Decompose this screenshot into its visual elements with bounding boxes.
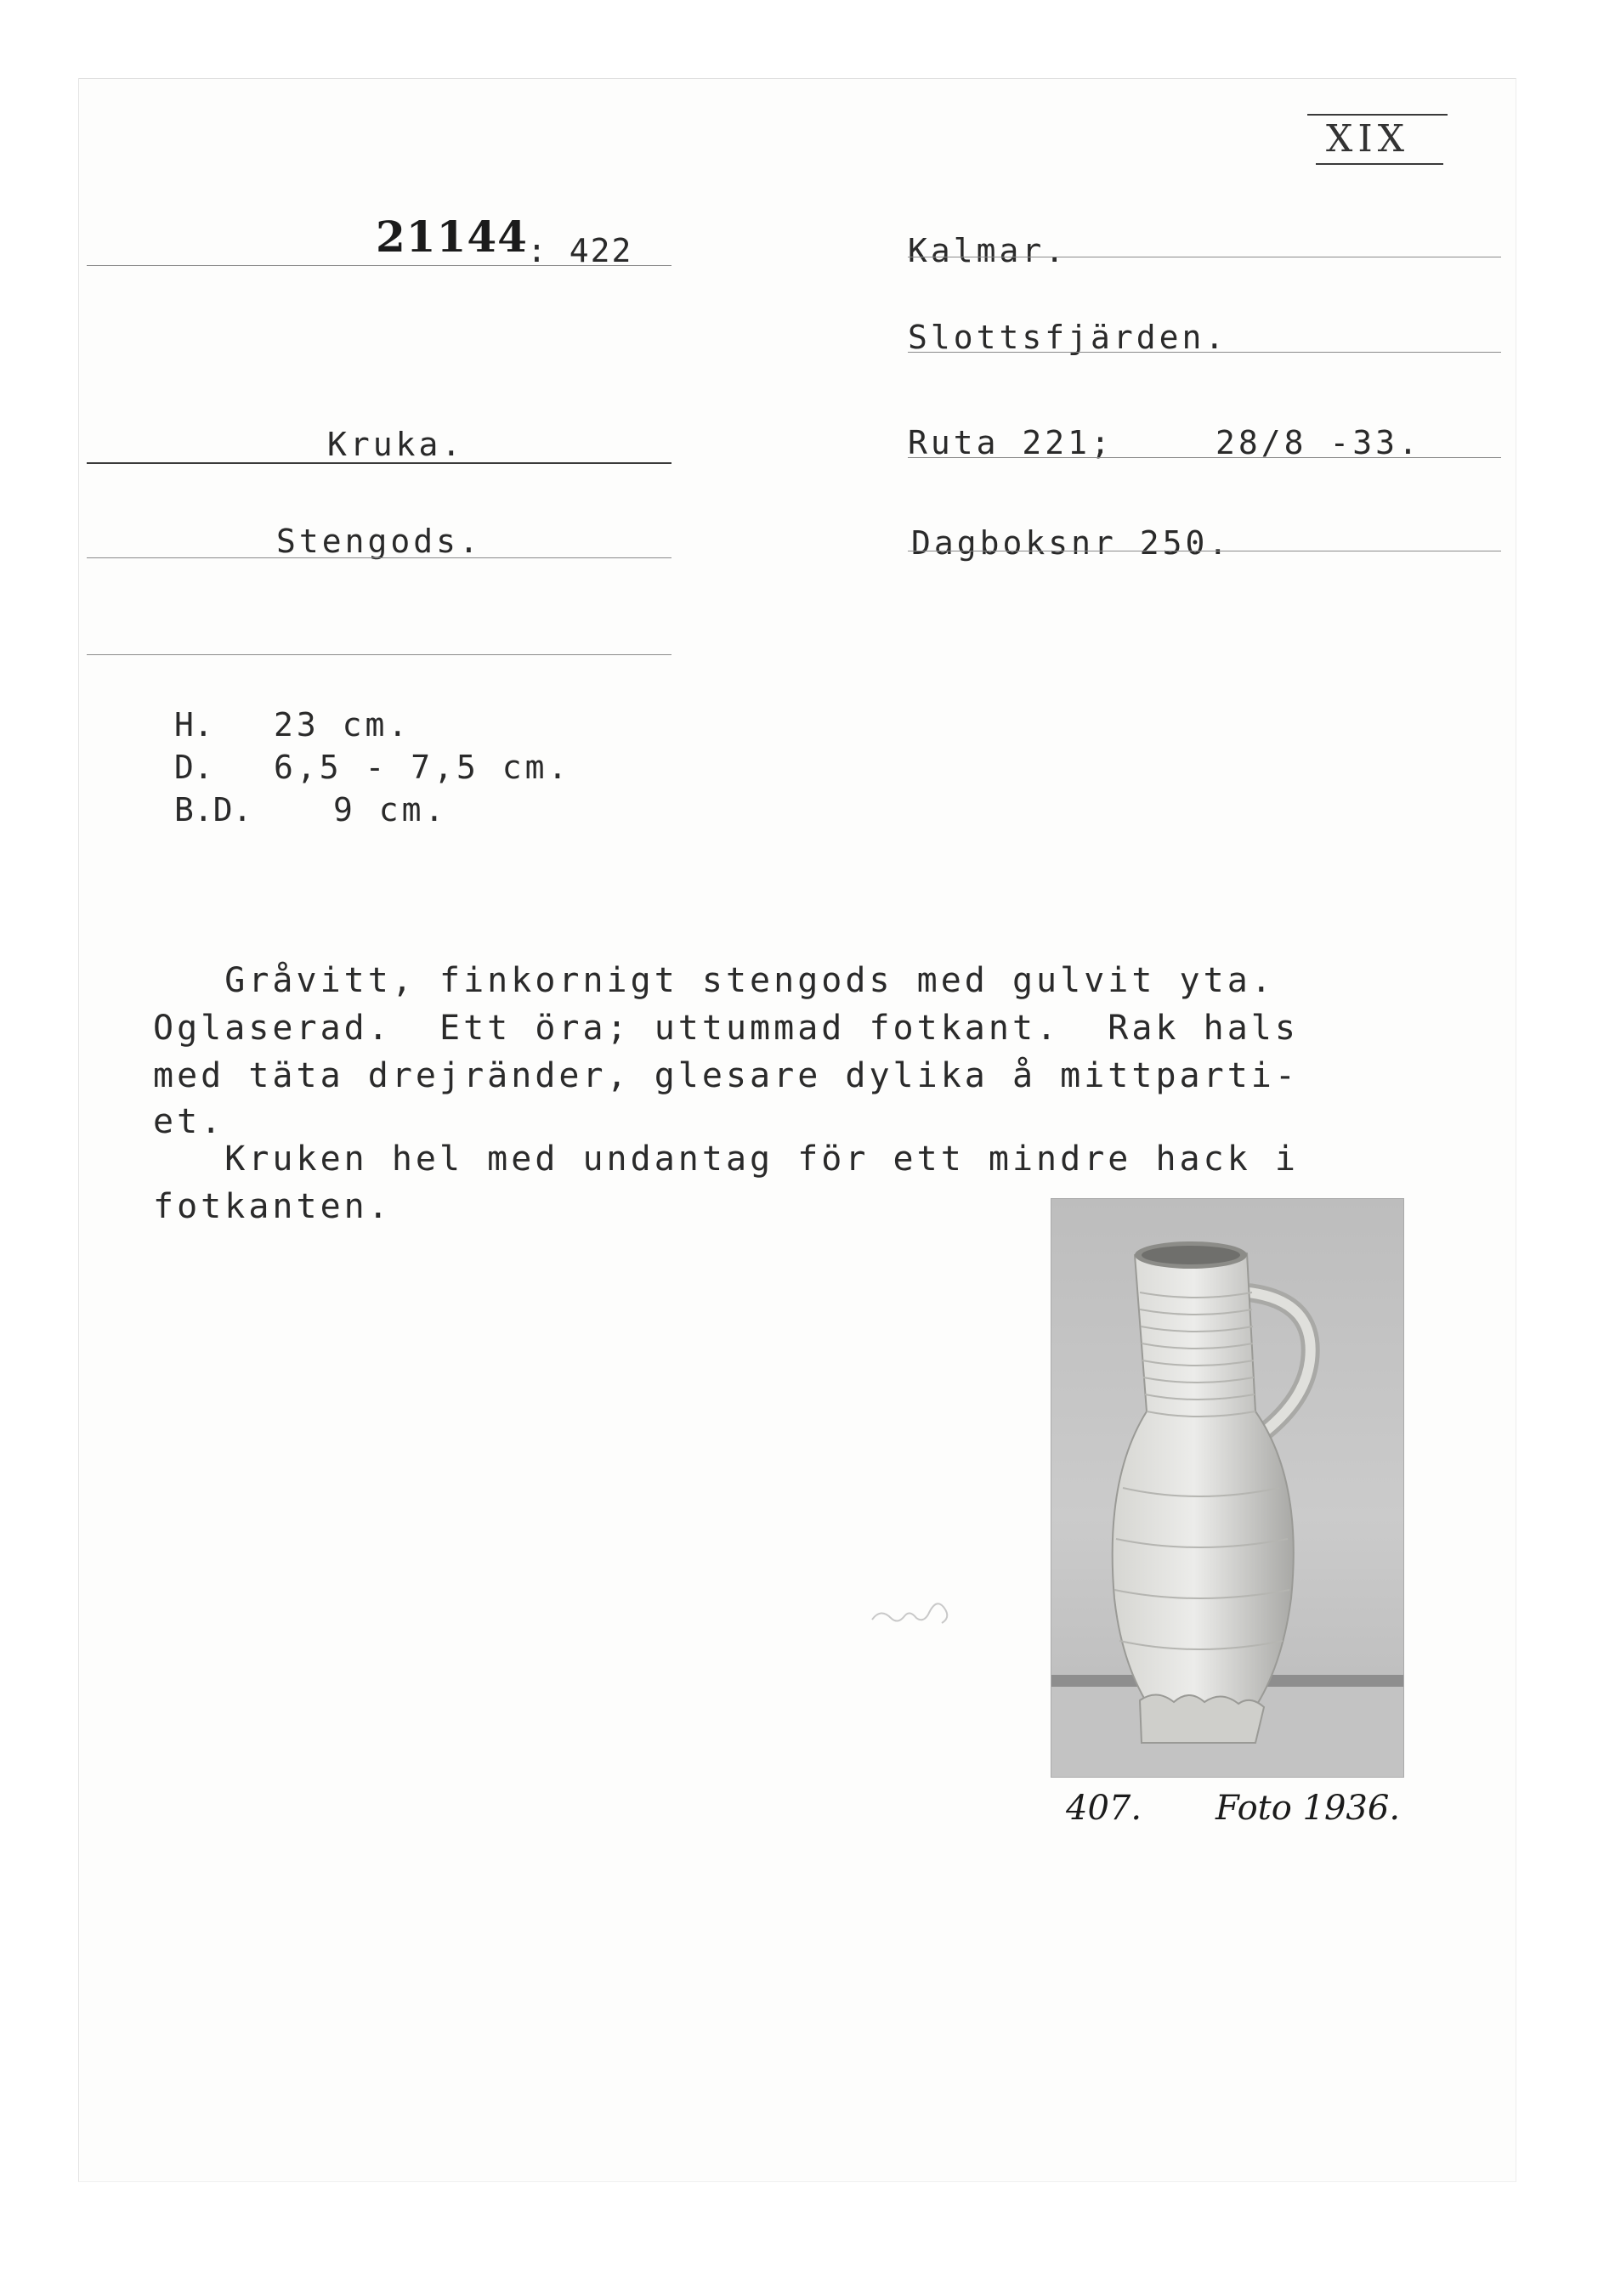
- section-mark-underline: [1316, 163, 1443, 165]
- jug-photograph: [1051, 1198, 1404, 1778]
- left-rule-2: [87, 462, 672, 464]
- description-line: Gråvitt, finkornigt stengods med gulvit yta.: [153, 961, 1275, 1000]
- section-mark: XIX: [1326, 117, 1410, 161]
- photo-number: 407.: [1066, 1789, 1142, 1828]
- height-label: H.: [174, 706, 213, 744]
- catalog-subnumber: : 422: [527, 232, 633, 269]
- base-diameter-value: 9 cm.: [333, 791, 448, 828]
- material: Stengods.: [276, 523, 482, 560]
- left-rule-1: [87, 265, 672, 266]
- left-rule-3: [87, 557, 672, 558]
- base-diameter-label: B.D.: [174, 791, 252, 828]
- photo-date: Foto 1936.: [1216, 1789, 1401, 1828]
- object-name: Kruka.: [327, 426, 465, 463]
- excavation-date: 28/8 -33.: [1216, 424, 1421, 461]
- diameter-label: D.: [174, 749, 213, 786]
- description-line: Kruken hel med undantag för ett mindre hack i: [153, 1140, 1299, 1179]
- height-value: 23 cm.: [274, 706, 411, 744]
- description-line: et.: [153, 1102, 225, 1141]
- section-mark-overline: [1307, 114, 1448, 116]
- place: Kalmar.: [908, 232, 1068, 269]
- description-line: fotkanten.: [153, 1187, 392, 1226]
- site: Slottsfjärden.: [908, 319, 1228, 356]
- left-rule-4: [87, 654, 672, 655]
- pencil-mark: [865, 1591, 1001, 1642]
- right-rule-2: [908, 352, 1501, 353]
- diameter-value: 6,5 - 7,5 cm.: [274, 749, 571, 786]
- right-rule-3: [908, 457, 1501, 458]
- description-line: Oglaserad. Ett öra; uttummad fotkant. Rak hals: [153, 1009, 1299, 1048]
- catalog-card: [78, 78, 1516, 2182]
- diary-number: Dagboksnr 250.: [911, 524, 1232, 562]
- grid-label: Ruta 221;: [908, 424, 1114, 461]
- description-line: med täta drejränder, glesare dylika å mittparti-: [153, 1056, 1299, 1095]
- catalog-number: 21144: [376, 212, 528, 262]
